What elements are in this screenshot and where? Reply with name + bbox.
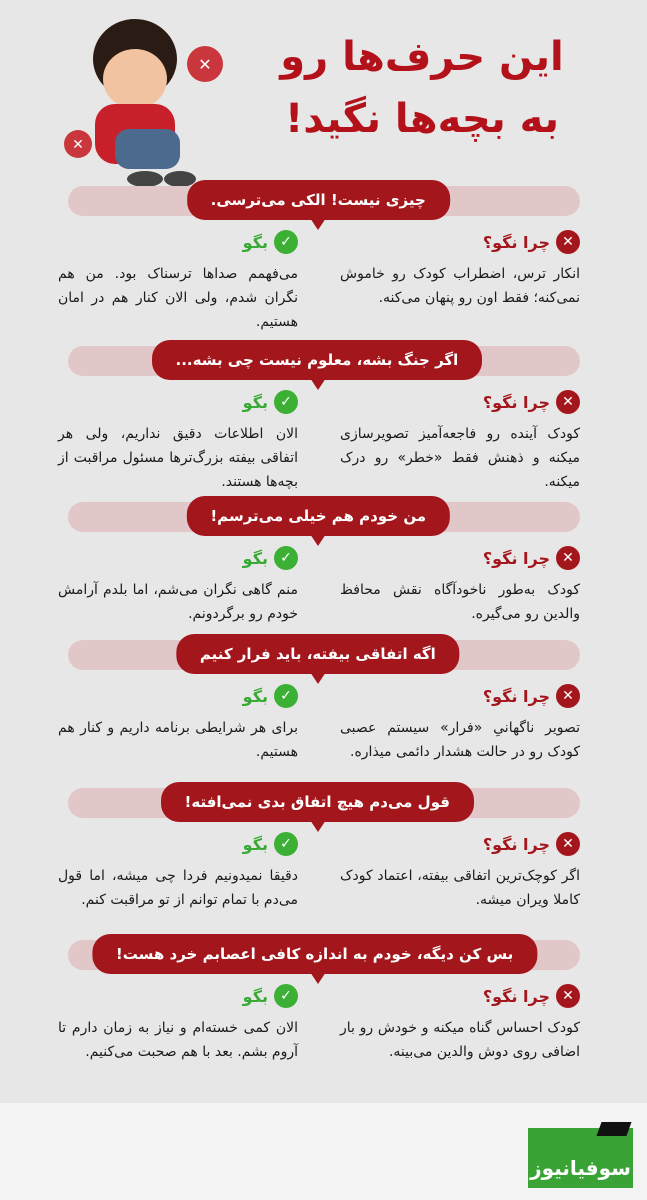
- phrase-section: [0, 788, 647, 938]
- why-not-column: [340, 388, 580, 494]
- phrase-pill: قول می‌دم هیچ اتفاق بدی نمی‌افته!: [161, 782, 474, 822]
- check-circle-icon: ✓: [274, 546, 298, 570]
- say-label: بگو: [242, 986, 268, 1006]
- why-not-text: انکار ترس، اضطراب کودک رو خاموش نمی‌کنه؛ فقط اون رو پنهان می‌کنه.: [340, 266, 580, 306]
- say-label: بگو: [242, 392, 268, 412]
- x-circle-icon: ✕: [556, 230, 580, 254]
- phrase-pill: اگر جنگ بشه، معلوم نیست چی بشه...: [152, 340, 483, 380]
- why-not-label: چرا نگو؟: [482, 232, 550, 252]
- why-not-column: [340, 830, 580, 912]
- say-column: [58, 388, 298, 494]
- logo-text: سوفیانیوز: [530, 1156, 631, 1180]
- phrase-section: [0, 346, 647, 496]
- why-not-label: چرا نگو؟: [482, 834, 550, 854]
- title-line-1: این حرف‌ها رو: [280, 34, 564, 80]
- pill-tail: [310, 534, 326, 546]
- x-circle-icon: ✕: [556, 984, 580, 1008]
- why-not-text: کودک احساس گناه میکنه و خودش رو بار اضافی روی دوش والدین می‌بینه.: [340, 1020, 580, 1060]
- x-circle-icon: ✕: [556, 546, 580, 570]
- phrase-pill: چیزی نیست! الکی می‌ترسی.: [187, 180, 450, 220]
- why-not-column: [340, 982, 580, 1064]
- say-column: [58, 682, 298, 764]
- why-not-label: چرا نگو؟: [482, 986, 550, 1006]
- pill-tail: [310, 218, 326, 230]
- why-not-column: [340, 682, 580, 764]
- pill-tail: [310, 672, 326, 684]
- phrase-pill: من خودم هم خیلی می‌ترسم!: [186, 496, 450, 536]
- say-text: الان اطلاعات دقیق نداریم، ولی هر اتفاقی بیفته بزرگ‌ترها مسئول مراقبت از بچه‌ها هستند.: [58, 426, 298, 490]
- check-circle-icon: ✓: [274, 984, 298, 1008]
- title-line-2: به بچه‌ها نگید!: [285, 96, 559, 142]
- why-not-text: اگر کوچک‌ترین اتفاقی بیفته، اعتماد کودک کاملا ویران میشه.: [340, 868, 580, 908]
- why-not-label: چرا نگو؟: [482, 686, 550, 706]
- say-column: [58, 544, 298, 626]
- say-label: بگو: [242, 834, 268, 854]
- say-text: منم گاهی نگران می‌شم، اما بلدم آرامش خودم رو برگردونم.: [58, 582, 298, 622]
- why-not-label: چرا نگو؟: [482, 548, 550, 568]
- why-not-column: [340, 228, 580, 310]
- say-label: بگو: [242, 548, 268, 568]
- say-text: می‌فهمم صداها ترسناک بود. من هم نگران شدم، ولی الان کنار هم در امان هستیم.: [58, 266, 298, 330]
- graduation-cap-icon: [596, 1122, 631, 1136]
- check-circle-icon: ✓: [274, 832, 298, 856]
- why-not-label: چرا نگو؟: [482, 392, 550, 412]
- check-circle-icon: ✓: [274, 230, 298, 254]
- phrase-section: [0, 640, 647, 790]
- phrase-section: [0, 940, 647, 1090]
- check-circle-icon: ✓: [274, 390, 298, 414]
- why-not-text: تصویر ناگهانیِ «فرار» سیستم عصبی کودک رو در حالت هشدار دائمی میذاره.: [340, 720, 580, 760]
- phrase-pill: بس کن دیگه، خودم به اندازه کافی اعصابم خرد هست!: [92, 934, 537, 974]
- check-circle-icon: ✓: [274, 684, 298, 708]
- say-column: [58, 830, 298, 912]
- sofianews-logo[interactable]: [528, 1128, 633, 1188]
- svg-text:✕: ✕: [198, 55, 212, 74]
- pill-tail: [310, 378, 326, 390]
- say-column: [58, 228, 298, 334]
- x-circle-icon: ✕: [556, 832, 580, 856]
- why-not-column: [340, 544, 580, 626]
- pill-tail: [310, 820, 326, 832]
- pill-tail: [310, 972, 326, 984]
- why-not-text: کودک آینده رو فاجعه‌آمیز تصویرسازی میکنه و ذهنش فقط «خطر» رو درک میکنه.: [340, 426, 580, 490]
- phrase-pill: اگه اتفاقی بیفته، باید فرار کنیم: [176, 634, 460, 674]
- why-not-text: کودک به‌طور ناخودآگاه نقش محافظ والدین رو می‌گیره.: [340, 582, 580, 622]
- say-text: دقیقا نمیدونیم فردا چی میشه، اما قول می‌دم با تمام توانم از تو مراقبت کنم.: [58, 868, 298, 908]
- x-circle-icon: ✕: [556, 684, 580, 708]
- say-label: بگو: [242, 232, 268, 252]
- scared-child-illustration: [60, 4, 210, 194]
- x-circle-icon: ✕: [556, 390, 580, 414]
- say-column: [58, 982, 298, 1064]
- say-text: برای هر شرایطی برنامه داریم و کنار هم هستیم.: [58, 720, 298, 760]
- phrase-section: [0, 186, 647, 336]
- say-label: بگو: [242, 686, 268, 706]
- say-text: الان کمی خسته‌ام و نیاز به زمان دارم تا آروم بشم. بعد با هم صحبت می‌کنیم.: [58, 1020, 298, 1060]
- svg-text:✕: ✕: [72, 137, 84, 153]
- phrase-section: [0, 502, 647, 652]
